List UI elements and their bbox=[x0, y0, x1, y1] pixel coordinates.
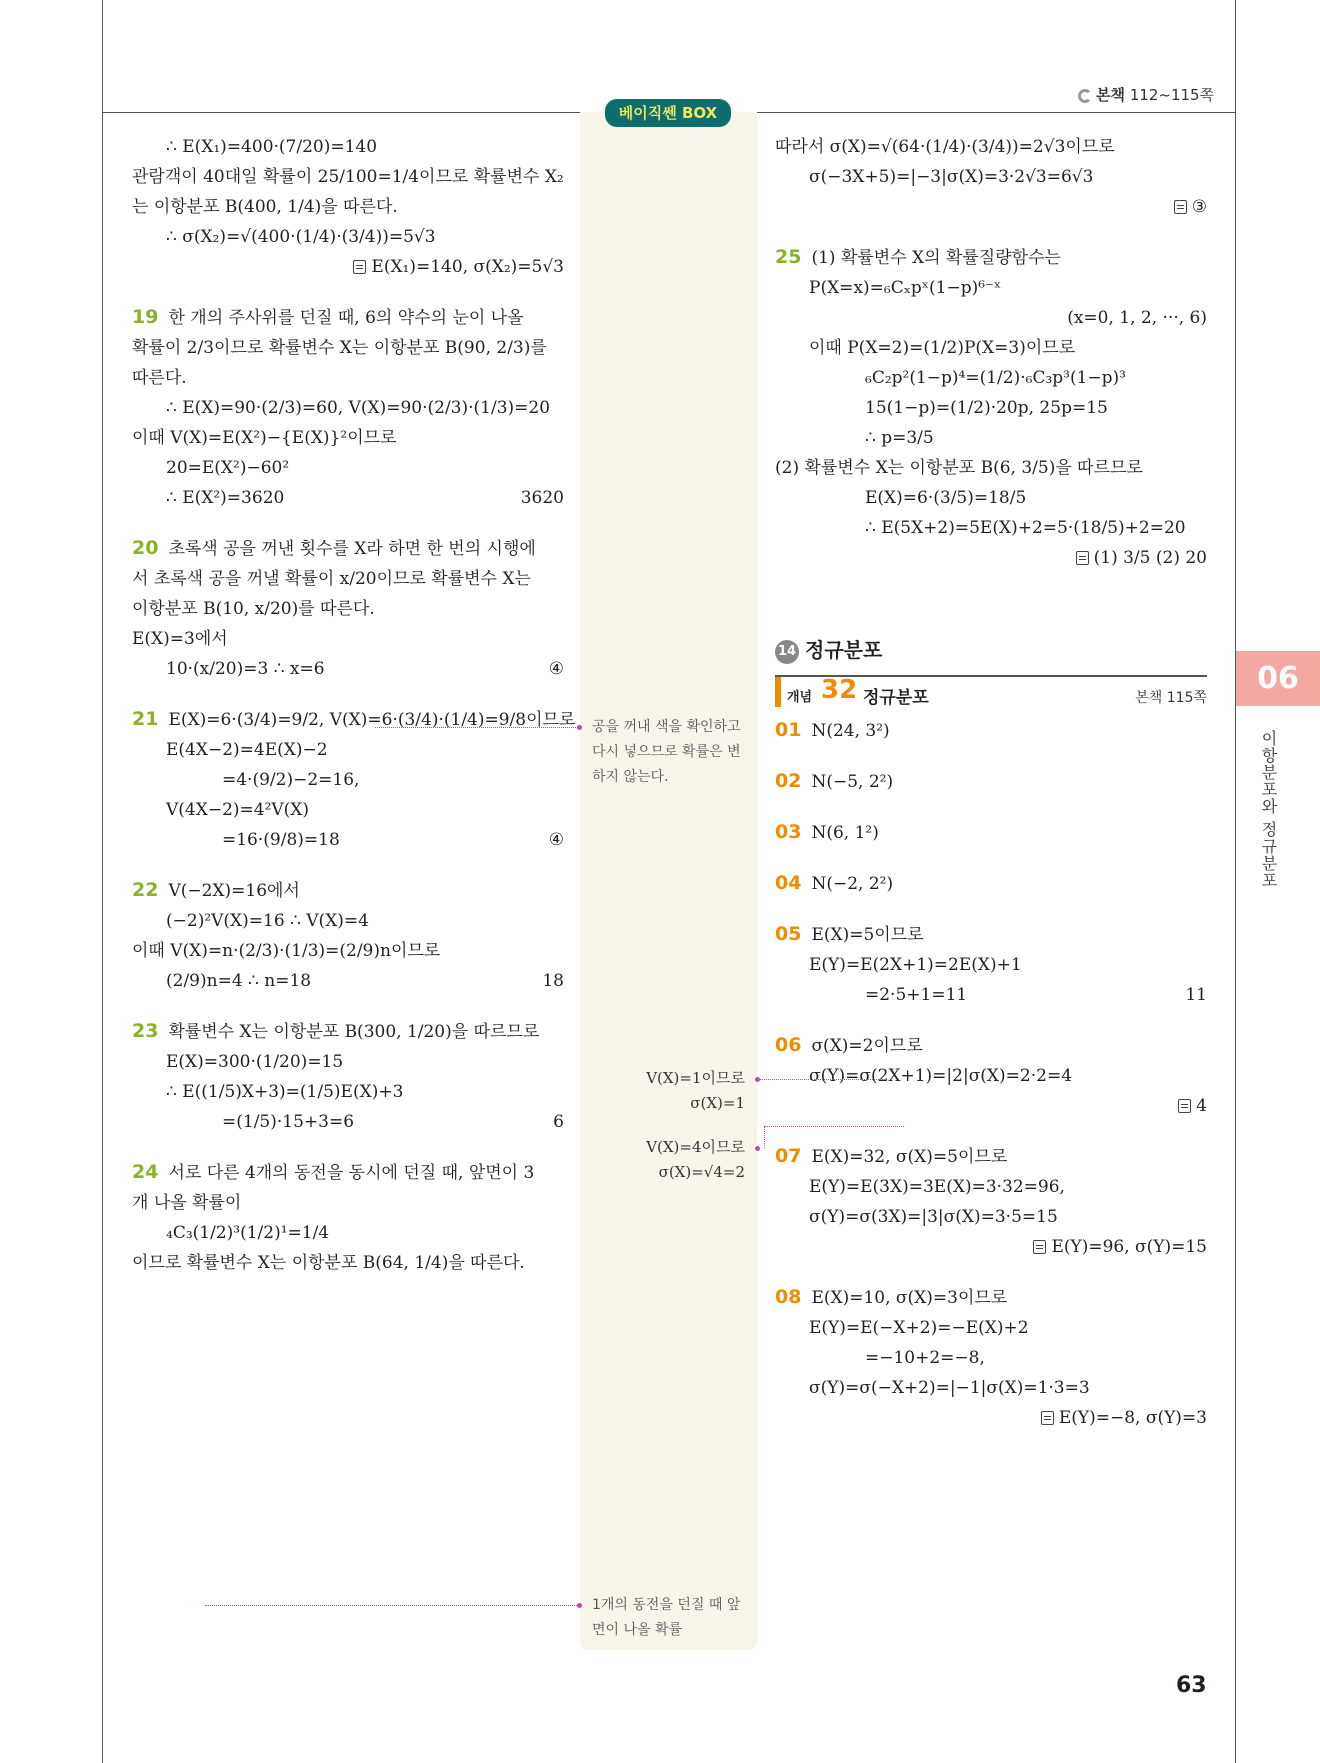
section-heading bbox=[775, 633, 1207, 667]
answer-line bbox=[775, 1091, 1207, 1121]
answer-text: E(Y)=96, σ(Y)=15 bbox=[1051, 1237, 1207, 1257]
margin-note-v4 bbox=[600, 1135, 745, 1185]
line-text: =16·(9/8)=18 bbox=[222, 830, 340, 850]
line-text: 는 이항분포 B(400, 1/4)을 따른다. bbox=[132, 197, 398, 217]
solution-line bbox=[775, 1030, 1207, 1061]
solution-line bbox=[132, 192, 564, 222]
answer-mark-icon bbox=[1174, 200, 1187, 214]
answer-text: N(6, 1²) bbox=[811, 823, 879, 843]
solution-line bbox=[775, 333, 1207, 363]
problem-number: 08 bbox=[775, 1286, 802, 1308]
answer bbox=[553, 1107, 564, 1137]
answer-text: 11 bbox=[1185, 985, 1207, 1005]
answer-text: N(−5, 2²) bbox=[811, 772, 894, 792]
answer bbox=[1076, 548, 1207, 568]
line-text: 서 초록색 공을 꺼낼 확률이 x/20이므로 확률변수 X는 bbox=[132, 569, 531, 589]
solution-line bbox=[132, 222, 564, 252]
answer-mark-icon bbox=[1178, 1099, 1191, 1113]
line-text: 이때 V(X)=n·(2/3)·(1/3)=(2/9)n이므로 bbox=[132, 941, 441, 961]
answer bbox=[549, 825, 564, 855]
solution-line bbox=[132, 795, 564, 825]
line-text: ₆C₂p²(1−p)⁴=(1/2)·₆C₃p³(1−p)³ bbox=[865, 368, 1126, 388]
line-text: (1) 확률변수 X의 확률질량함수는 bbox=[811, 248, 1061, 268]
concept-accent-bar bbox=[775, 677, 781, 707]
line-text: 관람객이 40대일 확률이 25/100=1/4이므로 확률변수 X₂ bbox=[132, 167, 564, 187]
note-pointer-dot bbox=[755, 1146, 760, 1151]
solution-line bbox=[775, 1141, 1207, 1172]
answer bbox=[811, 772, 893, 792]
line-text: 따라서 σ(X)=√(64·(1/4)·(3/4))=2√3이므로 bbox=[775, 137, 1115, 157]
solution-line bbox=[775, 132, 1207, 162]
answer-mark-icon bbox=[1041, 1411, 1054, 1425]
line-text: σ(Y)=σ(3X)=|3|σ(X)=3·5=15 bbox=[809, 1207, 1058, 1227]
problem-number: 03 bbox=[775, 821, 802, 843]
solution-line bbox=[132, 1157, 564, 1188]
solution-line bbox=[132, 906, 564, 936]
answer-mark-icon bbox=[1076, 551, 1089, 565]
answer-mark-icon bbox=[353, 260, 366, 274]
solution-line bbox=[132, 825, 564, 855]
answer bbox=[549, 654, 564, 684]
concept-number: 32 bbox=[821, 675, 858, 705]
solution-line bbox=[132, 423, 564, 453]
problem-number: 07 bbox=[775, 1145, 802, 1167]
solution-line bbox=[775, 423, 1207, 453]
answer-text: E(X₁)=140, σ(X₂)=5√3 bbox=[371, 257, 564, 277]
margin-note-v4-line2: σ(X)=√4=2 bbox=[658, 1163, 745, 1181]
line-text: 확률이 2/3이므로 확률변수 X는 이항분포 B(90, 2/3)를 bbox=[132, 338, 547, 358]
problem-number: 23 bbox=[132, 1020, 159, 1042]
problem-number: 21 bbox=[132, 708, 159, 730]
solution-line bbox=[775, 980, 1207, 1010]
solution-line bbox=[775, 1343, 1207, 1373]
page-frame-left bbox=[102, 0, 103, 1763]
concept-ref: 본책 115쪽 bbox=[1135, 690, 1207, 706]
problem-number: 22 bbox=[132, 879, 159, 901]
solution-line bbox=[775, 513, 1207, 543]
answer bbox=[1178, 1096, 1207, 1116]
solution-line bbox=[132, 132, 564, 162]
solution-line bbox=[132, 333, 564, 363]
solution-line bbox=[132, 1047, 564, 1077]
solution-line bbox=[775, 1282, 1207, 1313]
solution-line bbox=[132, 936, 564, 966]
solution-line bbox=[132, 1218, 564, 1248]
answer-text: N(24, 3²) bbox=[811, 721, 890, 741]
answer-line bbox=[132, 252, 564, 282]
line-text: 초록색 공을 꺼낸 횟수를 X라 하면 한 번의 시행에 bbox=[168, 539, 536, 559]
answer-text: 4 bbox=[1196, 1096, 1207, 1116]
line-text: P(X=x)=₆Cₓpˣ(1−p)⁶⁻ˣ bbox=[809, 278, 1002, 298]
line-text: 개 나올 확률이 bbox=[132, 1193, 242, 1213]
basic-box-column bbox=[580, 112, 757, 1650]
line-text: (2) 확률변수 X는 이항분포 B(6, 3/5)을 따르므로 bbox=[775, 458, 1143, 478]
problem-number: 04 bbox=[775, 872, 802, 894]
line-text: E(X)=6·(3/4)=9/2, V(X)=6·(3/4)·(1/4)=9/8이므로 bbox=[168, 710, 576, 730]
line-text: 따른다. bbox=[132, 368, 187, 388]
solution-line bbox=[132, 1016, 564, 1047]
solution-line bbox=[132, 1188, 564, 1218]
line-text: ∴ E(X)=90·(2/3)=60, V(X)=90·(2/3)·(1/3)=20 bbox=[166, 398, 551, 418]
header-page-ref bbox=[1078, 84, 1214, 105]
line-text: ∴ p=3/5 bbox=[865, 428, 934, 448]
line-text: V(4X−2)=4²V(X) bbox=[166, 800, 310, 820]
problem-number: 06 bbox=[775, 1034, 802, 1056]
line-text: ∴ E(X²)=3620 bbox=[166, 488, 285, 508]
line-text: E(4X−2)=4E(X)−2 bbox=[166, 740, 328, 760]
right-column-solutions bbox=[775, 132, 1207, 573]
right-column-normal bbox=[775, 715, 1207, 1433]
solution-line bbox=[132, 564, 564, 594]
line-text: E(Y)=E(2X+1)=2E(X)+1 bbox=[809, 955, 1022, 975]
line-text: ∴ σ(X₂)=√(400·(1/4)·(3/4))=5√3 bbox=[166, 227, 436, 247]
solution-line bbox=[775, 162, 1207, 192]
answer bbox=[521, 483, 564, 513]
problem-number: 25 bbox=[775, 246, 802, 268]
answer bbox=[1174, 197, 1207, 217]
solution-line bbox=[132, 453, 564, 483]
line-text: 한 개의 주사위를 던질 때, 6의 약수의 눈이 나올 bbox=[168, 308, 524, 328]
solution-line bbox=[775, 363, 1207, 393]
line-text: 이때 P(X=2)=(1/2)P(X=3)이므로 bbox=[809, 338, 1076, 358]
answer bbox=[1041, 1408, 1207, 1428]
margin-note-v1 bbox=[600, 1066, 745, 1116]
answer-text: ③ bbox=[1191, 197, 1207, 217]
ref-label: 본책 bbox=[1096, 86, 1125, 104]
note-pointer-line bbox=[375, 727, 578, 728]
solution-line bbox=[775, 453, 1207, 483]
line-text: 10·(x/20)=3 ∴ x=6 bbox=[166, 659, 325, 679]
line-text: 서로 다른 4개의 동전을 동시에 던질 때, 앞면이 3 bbox=[168, 1163, 535, 1183]
refresh-arrow-icon bbox=[1078, 89, 1092, 103]
margin-note-coin: 1개의 동전을 던질 때 앞면이 나올 확률 bbox=[592, 1597, 741, 1638]
answer bbox=[811, 721, 889, 741]
line-text: 15(1−p)=(1/2)·20p, 25p=15 bbox=[865, 398, 1108, 418]
solution-line bbox=[775, 393, 1207, 423]
solution-line bbox=[775, 950, 1207, 980]
solution-line bbox=[132, 533, 564, 564]
basic-box-title: 베이직쎈 BOX bbox=[605, 99, 731, 127]
solution-line bbox=[132, 393, 564, 423]
line-text: (x=0, 1, 2, ···, 6) bbox=[1067, 308, 1207, 328]
line-text: E(X)=10, σ(X)=3이므로 bbox=[811, 1288, 1008, 1308]
answer-text: 6 bbox=[553, 1112, 564, 1132]
problem-number: 19 bbox=[132, 306, 159, 328]
page-frame-right bbox=[1235, 0, 1236, 1763]
note-pointer-line bbox=[205, 1605, 577, 1606]
solution-line bbox=[132, 363, 564, 393]
note-pointer-line bbox=[764, 1126, 904, 1127]
line-text: E(X)=5이므로 bbox=[811, 925, 924, 945]
concept-label: 개념 bbox=[787, 690, 813, 705]
solution-line bbox=[775, 1061, 1207, 1091]
line-text: =4·(9/2)−2=16, bbox=[222, 770, 360, 790]
answer-text: ④ bbox=[548, 830, 564, 850]
solution-line bbox=[775, 868, 1207, 899]
answer bbox=[1185, 980, 1207, 1010]
chapter-tab-title: 이항분포와 정규분포 bbox=[1259, 730, 1278, 890]
solution-line bbox=[132, 875, 564, 906]
note-pointer-line bbox=[764, 1126, 765, 1148]
answer-line bbox=[775, 1403, 1207, 1433]
line-text: E(X)=32, σ(X)=5이므로 bbox=[811, 1147, 1008, 1167]
section-title: 정규분포 bbox=[805, 638, 883, 662]
solution-line bbox=[775, 1172, 1207, 1202]
answer-line bbox=[775, 1232, 1207, 1262]
solution-line bbox=[132, 302, 564, 333]
solution-line bbox=[132, 483, 564, 513]
problem-number: 05 bbox=[775, 923, 802, 945]
line-text: σ(Y)=σ(−X+2)=|−1|σ(X)=1·3=3 bbox=[809, 1378, 1090, 1398]
answer-line bbox=[775, 543, 1207, 573]
solution-line bbox=[132, 1248, 564, 1278]
solution-line bbox=[132, 966, 564, 996]
line-text: =−10+2=−8, bbox=[865, 1348, 985, 1368]
solution-line bbox=[132, 162, 564, 192]
solution-line bbox=[775, 1313, 1207, 1343]
line-text: E(Y)=E(−X+2)=−E(X)+2 bbox=[809, 1318, 1029, 1338]
answer-text: E(Y)=−8, σ(Y)=3 bbox=[1058, 1408, 1207, 1428]
line-text: 20=E(X²)−60² bbox=[166, 458, 290, 478]
answer-text: 18 bbox=[542, 971, 564, 991]
line-text: (−2)²V(X)=16 ∴ V(X)=4 bbox=[166, 911, 369, 931]
answer-mark-icon bbox=[1033, 1240, 1046, 1254]
solution-line bbox=[132, 704, 576, 735]
solution-line bbox=[775, 715, 1207, 746]
solution-line bbox=[132, 735, 564, 765]
solution-line bbox=[775, 273, 1207, 303]
page-number: 63 bbox=[1176, 1673, 1207, 1698]
answer-text: (1) 3/5 (2) 20 bbox=[1093, 548, 1207, 568]
chapter-tab-number: 06 bbox=[1236, 651, 1320, 706]
line-text: σ(−3X+5)=|−3|σ(X)=3·2√3=6√3 bbox=[809, 167, 1094, 187]
answer-line bbox=[775, 192, 1207, 222]
solution-line bbox=[775, 242, 1207, 273]
line-text: ∴ E((1/5)X+3)=(1/5)E(X)+3 bbox=[166, 1082, 404, 1102]
answer-text: ④ bbox=[548, 659, 564, 679]
line-text: E(X)=3에서 bbox=[132, 629, 228, 649]
solution-line bbox=[132, 1077, 564, 1107]
line-text: E(X)=6·(3/5)=18/5 bbox=[865, 488, 1027, 508]
line-text: =2·5+1=11 bbox=[865, 985, 968, 1005]
solution-line bbox=[132, 594, 564, 624]
solution-line bbox=[775, 817, 1207, 848]
solution-line bbox=[775, 1202, 1207, 1232]
problem-number: 24 bbox=[132, 1161, 159, 1183]
line-text: ∴ E(5X+2)=5E(X)+2=5·(18/5)+2=20 bbox=[865, 518, 1186, 538]
section-badge: 14 bbox=[775, 640, 799, 664]
line-text: E(Y)=E(3X)=3E(X)=3·32=96, bbox=[809, 1177, 1065, 1197]
concept-header bbox=[775, 675, 1207, 715]
note-pointer-dot bbox=[577, 1603, 582, 1608]
margin-note-ball: 공을 꺼내 색을 확인하고 다시 넣으므로 확률은 변하지 않는다. bbox=[592, 719, 741, 785]
line-text: 확률변수 X는 이항분포 B(300, 1/20)을 따르므로 bbox=[168, 1022, 540, 1042]
solution-line bbox=[132, 624, 564, 654]
answer-text: 3620 bbox=[520, 488, 564, 508]
line-text: σ(Y)=σ(2X+1)=|2|σ(X)=2·2=4 bbox=[809, 1066, 1073, 1086]
line-text: (2/9)n=4 ∴ n=18 bbox=[166, 971, 312, 991]
right-column bbox=[775, 132, 1207, 1433]
line-text: 이항분포 B(10, x/20)를 따른다. bbox=[132, 599, 375, 619]
solution-line bbox=[775, 1373, 1207, 1403]
answer bbox=[811, 823, 878, 843]
line-text: 이므로 확률변수 X는 이항분포 B(64, 1/4)을 따른다. bbox=[132, 1253, 525, 1273]
line-text: V(−2X)=16에서 bbox=[168, 881, 300, 901]
problem-number: 01 bbox=[775, 719, 802, 741]
line-text: ₄C₃(1/2)³(1/2)¹=1/4 bbox=[166, 1223, 330, 1243]
solution-line bbox=[775, 919, 1207, 950]
margin-note-v4-line1: V(X)=4이므로 bbox=[646, 1138, 745, 1156]
solution-line bbox=[775, 483, 1207, 513]
margin-note-v1-line2: σ(X)=1 bbox=[690, 1094, 745, 1112]
solution-line bbox=[775, 766, 1207, 797]
solution-line bbox=[132, 765, 564, 795]
line-text: ∴ E(X₁)=400·(7/20)=140 bbox=[166, 137, 378, 157]
note-pointer-line bbox=[760, 1079, 885, 1080]
solution-line bbox=[132, 1107, 564, 1137]
answer-text: N(−2, 2²) bbox=[811, 874, 894, 894]
solution-line bbox=[775, 303, 1207, 333]
answer bbox=[353, 257, 564, 277]
left-column bbox=[132, 132, 576, 1278]
solution-line bbox=[132, 654, 564, 684]
ref-pages: 112~115쪽 bbox=[1129, 86, 1215, 104]
line-text: =(1/5)·15+3=6 bbox=[222, 1112, 355, 1132]
answer bbox=[811, 874, 893, 894]
answer bbox=[1033, 1237, 1207, 1257]
line-text: σ(X)=2이므로 bbox=[811, 1036, 923, 1056]
problem-number: 02 bbox=[775, 770, 802, 792]
line-text: 이때 V(X)=E(X²)−{E(X)}²이므로 bbox=[132, 428, 397, 448]
problem-number: 20 bbox=[132, 537, 159, 559]
answer bbox=[542, 966, 564, 996]
line-text: E(X)=300·(1/20)=15 bbox=[166, 1052, 344, 1072]
concept-title: 정규분포 bbox=[863, 688, 929, 708]
margin-note-v1-line1: V(X)=1이므로 bbox=[646, 1069, 745, 1087]
